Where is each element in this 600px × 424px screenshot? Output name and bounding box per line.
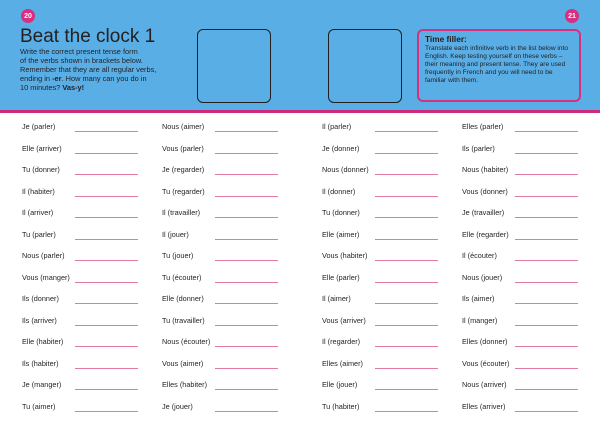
answer-line[interactable] bbox=[215, 260, 278, 261]
answer-line[interactable] bbox=[75, 260, 138, 261]
exercise-row bbox=[162, 374, 292, 396]
answer-line[interactable] bbox=[375, 325, 438, 326]
verb-prompt: Je (jouer) bbox=[162, 401, 193, 411]
verb-prompt: Tu (regarder) bbox=[162, 186, 205, 196]
verb-prompt: Elle (arriver) bbox=[22, 143, 62, 153]
exercise-row bbox=[322, 396, 452, 418]
exercise-row bbox=[322, 353, 452, 375]
exercise-row bbox=[462, 288, 592, 310]
exercise-row bbox=[462, 396, 592, 418]
exercise-row bbox=[322, 310, 452, 332]
answer-line[interactable] bbox=[515, 303, 578, 304]
exercise-row bbox=[322, 202, 452, 224]
verb-prompt: Il (jouer) bbox=[162, 229, 189, 239]
answer-line[interactable] bbox=[515, 346, 578, 347]
answer-line[interactable] bbox=[75, 368, 138, 369]
verb-prompt: Je (regarder) bbox=[162, 165, 205, 174]
instructions-line: Remember that they are all regular verbs, bbox=[20, 65, 157, 75]
verb-prompt: Ils (aimer) bbox=[462, 294, 495, 303]
exercise-row bbox=[462, 353, 592, 375]
verb-prompt: Je (manger) bbox=[22, 380, 62, 389]
answer-line[interactable] bbox=[215, 239, 278, 240]
exercise-row bbox=[462, 159, 592, 181]
verb-prompt: Il (travailler) bbox=[162, 208, 201, 217]
answer-line[interactable] bbox=[215, 411, 278, 412]
verb-prompt: Tu (habiter) bbox=[322, 401, 360, 411]
answer-line[interactable] bbox=[375, 153, 438, 154]
verb-prompt: Il (aimer) bbox=[322, 294, 351, 303]
verb-prompt: Nous (parler) bbox=[22, 251, 65, 260]
verb-prompt: Il (écouter) bbox=[462, 251, 497, 260]
verb-prompt: Elles (donner) bbox=[462, 337, 508, 346]
exercise-row bbox=[462, 310, 592, 332]
answer-line[interactable] bbox=[215, 389, 278, 390]
answer-line[interactable] bbox=[75, 239, 138, 240]
answer-line[interactable] bbox=[515, 411, 578, 412]
verb-prompt: Nous (jouer) bbox=[462, 272, 503, 282]
verb-prompt: Vous (arriver) bbox=[322, 315, 366, 325]
time-filler-text: Translate each infinitive verb in the list below into English. Keep testing yourself on these verbs – their meaning and present tense. They are used frequently in French and you will need to be familiar with them. bbox=[425, 45, 569, 84]
verb-prompt: Tu (aimer) bbox=[22, 401, 56, 411]
exercise-row bbox=[162, 396, 292, 418]
verb-column-4 bbox=[462, 116, 592, 417]
exercise-row bbox=[22, 159, 152, 181]
answer-line[interactable] bbox=[215, 346, 278, 347]
exercise-row bbox=[322, 181, 452, 203]
exercise-row bbox=[162, 288, 292, 310]
answer-line[interactable] bbox=[215, 131, 278, 132]
verb-prompt: Il (regarder) bbox=[322, 337, 361, 346]
answer-line[interactable] bbox=[515, 368, 578, 369]
exercise-row bbox=[462, 245, 592, 267]
instructions-line: Write the correct present tense form bbox=[20, 47, 138, 56]
verb-prompt: Elle (habiter) bbox=[22, 337, 64, 346]
answer-line[interactable] bbox=[375, 174, 438, 175]
instructions-text: 10 minutes? bbox=[20, 83, 63, 93]
answer-line[interactable] bbox=[515, 174, 578, 175]
answer-line[interactable] bbox=[375, 260, 438, 261]
score-box-2[interactable] bbox=[328, 29, 402, 103]
answer-line[interactable] bbox=[215, 174, 278, 175]
page-number-left: 20 bbox=[21, 9, 35, 23]
verb-prompt: Je (parler) bbox=[22, 122, 56, 131]
answer-line[interactable] bbox=[515, 260, 578, 261]
exercise-row bbox=[162, 267, 292, 289]
exercise-row bbox=[22, 353, 152, 375]
answer-line[interactable] bbox=[375, 389, 438, 390]
exercise-row bbox=[322, 374, 452, 396]
answer-line[interactable] bbox=[515, 325, 578, 326]
verb-prompt: Elles (habiter) bbox=[162, 380, 208, 389]
verb-prompt: Elles (parler) bbox=[462, 122, 504, 131]
exercise-row bbox=[162, 181, 292, 203]
answer-line[interactable] bbox=[515, 131, 578, 132]
verb-column-2 bbox=[162, 116, 292, 417]
exercise-row bbox=[22, 267, 152, 289]
exercise-row bbox=[22, 374, 152, 396]
answer-line[interactable] bbox=[375, 282, 438, 283]
verb-prompt: Elles (aimer) bbox=[322, 358, 363, 368]
verb-prompt: Vous (aimer) bbox=[162, 358, 204, 368]
exercise-row bbox=[22, 310, 152, 332]
verb-prompt: Elles (arriver) bbox=[462, 401, 506, 411]
verb-prompt: Je (donner) bbox=[322, 143, 360, 153]
verb-prompt: Ils (habiter) bbox=[22, 358, 59, 368]
exercise-row bbox=[22, 181, 152, 203]
answer-line[interactable] bbox=[375, 346, 438, 347]
exercise-row bbox=[322, 224, 452, 246]
verb-column-3 bbox=[322, 116, 452, 417]
exercise-row bbox=[22, 331, 152, 353]
verb-prompt: Nous (aimer) bbox=[162, 122, 205, 131]
verb-prompt: Nous (donner) bbox=[322, 165, 369, 174]
verb-prompt: Il (parler) bbox=[322, 122, 352, 131]
instructions bbox=[20, 47, 190, 92]
exercise-row bbox=[22, 224, 152, 246]
exercise-row bbox=[162, 159, 292, 181]
exercise-row bbox=[162, 310, 292, 332]
exercise-row bbox=[162, 245, 292, 267]
exercise-row bbox=[22, 138, 152, 160]
time-filler-title: Time filler: bbox=[425, 34, 467, 44]
answer-line[interactable] bbox=[515, 239, 578, 240]
answer-line[interactable] bbox=[75, 217, 138, 218]
instructions-line bbox=[20, 74, 190, 83]
exercise-row bbox=[22, 202, 152, 224]
verb-prompt: Elle (parler) bbox=[322, 272, 360, 282]
verb-prompt: Tu (parler) bbox=[22, 229, 56, 239]
exercise-row bbox=[162, 224, 292, 246]
verb-prompt: Elle (aimer) bbox=[322, 229, 360, 239]
answer-line[interactable] bbox=[515, 196, 578, 197]
exercise-row bbox=[462, 116, 592, 138]
answer-line[interactable] bbox=[215, 196, 278, 197]
exercise-row bbox=[462, 331, 592, 353]
verb-column-1 bbox=[22, 116, 152, 417]
answer-line[interactable] bbox=[75, 174, 138, 175]
answer-line[interactable] bbox=[375, 217, 438, 218]
answer-line[interactable] bbox=[75, 346, 138, 347]
exercise-row bbox=[462, 138, 592, 160]
verb-prompt: Ils (donner) bbox=[22, 294, 59, 303]
answer-line[interactable] bbox=[75, 303, 138, 304]
exercise-row bbox=[162, 331, 292, 353]
instructions-line: of the verbs shown in brackets below. bbox=[20, 56, 143, 66]
page-title: Beat the clock 1 bbox=[20, 26, 156, 47]
header-divider bbox=[0, 110, 600, 113]
exercise-row bbox=[162, 202, 292, 224]
exercise-row bbox=[462, 202, 592, 224]
verb-prompt: Tu (écouter) bbox=[162, 272, 202, 282]
answer-line[interactable] bbox=[215, 217, 278, 218]
exercise-row bbox=[322, 159, 452, 181]
exercise-row bbox=[462, 267, 592, 289]
instructions-bold: Vas-y! bbox=[62, 83, 85, 93]
exercise-row bbox=[322, 267, 452, 289]
time-filler-box bbox=[417, 29, 581, 102]
answer-line[interactable] bbox=[215, 282, 278, 283]
answer-line[interactable] bbox=[75, 131, 138, 132]
verb-prompt: Nous (écouter) bbox=[162, 337, 211, 346]
answer-line[interactable] bbox=[375, 196, 438, 197]
exercise-row bbox=[22, 116, 152, 138]
verb-prompt: Elle (donner) bbox=[162, 294, 204, 303]
exercise-row bbox=[322, 331, 452, 353]
answer-line[interactable] bbox=[215, 303, 278, 304]
answer-line[interactable] bbox=[75, 196, 138, 197]
answer-line[interactable] bbox=[515, 282, 578, 283]
exercise-row bbox=[322, 245, 452, 267]
verb-prompt: Il (arriver) bbox=[22, 208, 54, 217]
verb-prompt: Vous (écouter) bbox=[462, 358, 510, 368]
verb-prompt: Nous (habiter) bbox=[462, 165, 509, 174]
verb-prompt: Tu (jouer) bbox=[162, 251, 194, 260]
answer-line[interactable] bbox=[75, 325, 138, 326]
verb-prompt: Nous (arriver) bbox=[462, 380, 507, 389]
exercise-row bbox=[22, 245, 152, 267]
instructions-bold: -er bbox=[52, 74, 62, 84]
exercise-row bbox=[162, 353, 292, 375]
verb-prompt: Il (manger) bbox=[462, 315, 498, 325]
answer-line[interactable] bbox=[375, 368, 438, 369]
answer-line[interactable] bbox=[515, 217, 578, 218]
instructions-line bbox=[20, 83, 190, 92]
page-number-right: 21 bbox=[565, 9, 579, 23]
verb-prompt: Tu (travailler) bbox=[162, 315, 205, 325]
exercise-row bbox=[162, 116, 292, 138]
exercise-row bbox=[322, 288, 452, 310]
exercise-row bbox=[162, 138, 292, 160]
answer-line[interactable] bbox=[75, 282, 138, 283]
verb-prompt: Il (donner) bbox=[322, 186, 356, 196]
exercise-row bbox=[22, 396, 152, 418]
verb-prompt: Tu (donner) bbox=[22, 165, 60, 174]
answer-line[interactable] bbox=[375, 239, 438, 240]
verb-prompt: Elle (regarder) bbox=[462, 229, 509, 239]
answer-line[interactable] bbox=[215, 325, 278, 326]
answer-line[interactable] bbox=[215, 368, 278, 369]
answer-line[interactable] bbox=[515, 389, 578, 390]
verb-prompt: Vous (habiter) bbox=[322, 251, 368, 260]
answer-line[interactable] bbox=[75, 389, 138, 390]
exercise-row bbox=[462, 181, 592, 203]
answer-line[interactable] bbox=[215, 153, 278, 154]
exercise-row bbox=[462, 224, 592, 246]
verb-prompt: Elle (jouer) bbox=[322, 380, 358, 389]
verb-prompt: Ils (parler) bbox=[462, 143, 495, 153]
answer-line[interactable] bbox=[75, 411, 138, 412]
score-box-1[interactable] bbox=[197, 29, 271, 103]
answer-line[interactable] bbox=[375, 411, 438, 412]
answer-line[interactable] bbox=[375, 303, 438, 304]
exercise-row bbox=[322, 138, 452, 160]
answer-line[interactable] bbox=[515, 153, 578, 154]
answer-line[interactable] bbox=[75, 153, 138, 154]
exercise-row bbox=[322, 116, 452, 138]
exercise-row bbox=[22, 288, 152, 310]
verb-prompt: Je (travailler) bbox=[462, 208, 505, 217]
answer-line[interactable] bbox=[375, 131, 438, 132]
instructions-text: . How many can you do in bbox=[61, 74, 147, 84]
verb-prompt: Tu (donner) bbox=[322, 208, 360, 217]
exercise-row bbox=[462, 374, 592, 396]
verb-prompt: Il (habiter) bbox=[22, 186, 55, 196]
verb-prompt: Ils (arriver) bbox=[22, 315, 57, 325]
verb-prompt: Vous (donner) bbox=[462, 186, 508, 196]
verb-prompt: Vous (parler) bbox=[162, 143, 204, 153]
instructions-text: ending in bbox=[20, 74, 53, 84]
verb-prompt: Vous (manger) bbox=[22, 272, 70, 282]
